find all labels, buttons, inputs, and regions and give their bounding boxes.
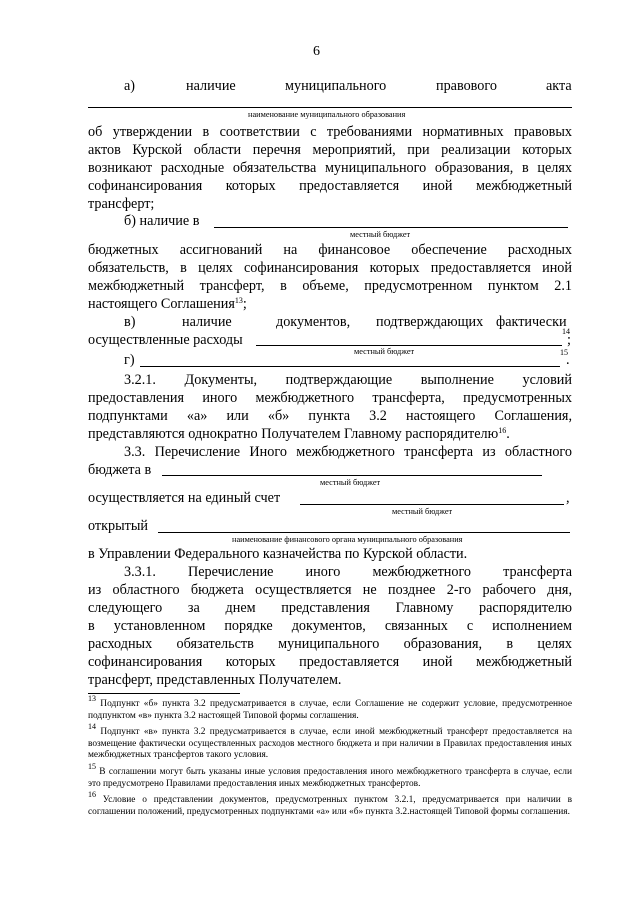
- paragraph-line: бюджета в: [88, 462, 152, 478]
- item-b-label: б) наличие в: [124, 213, 200, 229]
- paragraph-line: обязательств, в целях софинансирования которых предоставляется иной: [88, 260, 572, 276]
- footnote-number: 15: [88, 762, 96, 771]
- blank-line-municipality: [88, 107, 572, 108]
- page-number: 6: [313, 44, 320, 59]
- item-v-tail: ;: [567, 332, 571, 348]
- paragraph-line: возникают расходные обязательства муниципального образования, в целях: [88, 160, 572, 176]
- item-v-word: в): [124, 314, 136, 330]
- footnote-ref-16[interactable]: 16: [498, 426, 507, 435]
- footnote-16: $^{16}$ Условие о представлении документов, предусмотренных пунктом 3.2.1, предусматривается при наличии в соглашении положений, предусмотренных подпунктами «а» или «б» пункта 3.2.настоящей Типовой формы соглашения.: [88, 790, 573, 817]
- paragraph-line: предоставления иного межбюджетного трансферта, предусмотренных: [88, 390, 572, 406]
- paragraph-line: 3.2.1. Документы, подтверждающие выполнение условий: [124, 372, 572, 388]
- caption-municipality: наименование муниципального образования: [248, 110, 406, 119]
- footnote-13: $^{13}$ Подпункт «б» пункта 3.2 предусматривается в случае, если Соглашение не содержит условие, предусмотренное подпунктом «в» пункта 3.2 настоящей Типовой формы соглашения.: [88, 694, 573, 721]
- account-tail: ,: [566, 490, 570, 506]
- footnote-14: $^{14}$ Подпункт «в» пункта 3.2 предусматривается в случае, если иной межбюджетный трансферт предоставляется на возмещение фактически осуществленных расходов местного бюджета и при наличии в Правилах предоставления иных межбюджетных трансфертов такого условия.: [88, 722, 572, 760]
- footnote-number: 16: [88, 790, 96, 799]
- item-v-word: наличие: [182, 314, 232, 330]
- item-v-word: документов,: [276, 314, 351, 330]
- paragraph-line: софинансирования которых предоставляется иной межбюджетный: [88, 654, 572, 670]
- blank-line-local-budget: [214, 227, 568, 228]
- paragraph-line: следующего за днем представления Главному распорядителю: [88, 600, 572, 616]
- blank-line-fin-organ: [158, 532, 570, 533]
- item-g-tail: .: [566, 352, 570, 368]
- paragraph-line-last: представляются однократно Получателем Главному распорядителю$^{16}$.: [88, 426, 510, 442]
- caption-local-budget: местный бюджет: [392, 507, 453, 516]
- item-a-label: а): [124, 78, 136, 94]
- account-label: осуществляется на единый счет: [88, 490, 281, 506]
- paragraph-line: актов Курской области перечня мероприятий, при реализации которых: [88, 142, 572, 158]
- caption-local-budget: местный бюджет: [320, 478, 381, 487]
- opened-label: открытый: [88, 518, 148, 534]
- paragraph-line: об утверждении в соответствии с требованиями нормативных правовых: [88, 124, 572, 140]
- footnote-ref-13[interactable]: 13: [234, 296, 243, 305]
- paragraph-line: 3.3. Перечисление Иного межбюджетного трансферта из областного: [124, 444, 572, 460]
- blank-line: [140, 366, 560, 367]
- caption-local-budget: местный бюджет: [354, 347, 415, 356]
- footnote-ref-15[interactable]: 15: [560, 348, 568, 357]
- paragraph-line: трансферт, представленных Получателем.: [88, 672, 342, 688]
- paragraph-line: в установленном порядке документов, связанных с исполнением: [88, 618, 572, 634]
- footnote-15: $^{15}$ В соглашении могут быть указаны иные условия предоставления иного межбюджетного трансферта в случае, если это предусмотрено Правилами предоставления иных межбюджетных трансфертов.: [88, 762, 572, 789]
- item-v-label: осуществленные расходы: [88, 332, 243, 348]
- item-a-word: правового: [436, 78, 497, 94]
- caption-local-budget: местный бюджет: [350, 230, 411, 239]
- paragraph-line: 3.3.1. Перечисление иного межбюджетного трансферта: [124, 564, 572, 580]
- item-g-label: г): [124, 352, 135, 368]
- paragraph-line: софинансирования которых предоставляется иной межбюджетный: [88, 178, 572, 194]
- footnote-ref-14[interactable]: 14: [562, 327, 570, 336]
- footnote-separator: [88, 693, 240, 694]
- blank-line-local-budget: [162, 475, 542, 476]
- paragraph-line: бюджетных ассигнований на финансовое обеспечение расходных: [88, 242, 572, 258]
- paragraph-line: расходных обязательств муниципального образования, в целях: [88, 636, 572, 652]
- paragraph-line: межбюджетный трансферт, в объеме, предусмотренном пунктом 2.1: [88, 278, 572, 294]
- item-a-word: муниципального: [285, 78, 387, 94]
- paragraph-line: трансферт;: [88, 196, 155, 212]
- treasury-line: в Управлении Федерального казначейства по Курской области.: [88, 546, 468, 562]
- footnote-number: 13: [88, 694, 96, 703]
- blank-line-local-budget: [256, 345, 562, 346]
- item-v-word: подтверждающих: [376, 314, 484, 330]
- paragraph-line-last: настоящего Соглашения$^{13}$;: [88, 296, 247, 312]
- blank-line-account: [300, 504, 564, 505]
- footnote-number: 14: [88, 722, 96, 731]
- item-v-word: фактически: [496, 314, 567, 330]
- paragraph-line: подпунктами «а» или «б» пункта 3.2 настоящего Соглашения,: [88, 408, 572, 424]
- paragraph-line: из областного бюджета осуществляется не позднее 2-го рабочего дня,: [88, 582, 572, 598]
- item-a-word: акта: [546, 78, 572, 94]
- item-a-word: наличие: [186, 78, 236, 94]
- caption-fin-organ: наименование финансового органа муниципального образования: [232, 535, 463, 544]
